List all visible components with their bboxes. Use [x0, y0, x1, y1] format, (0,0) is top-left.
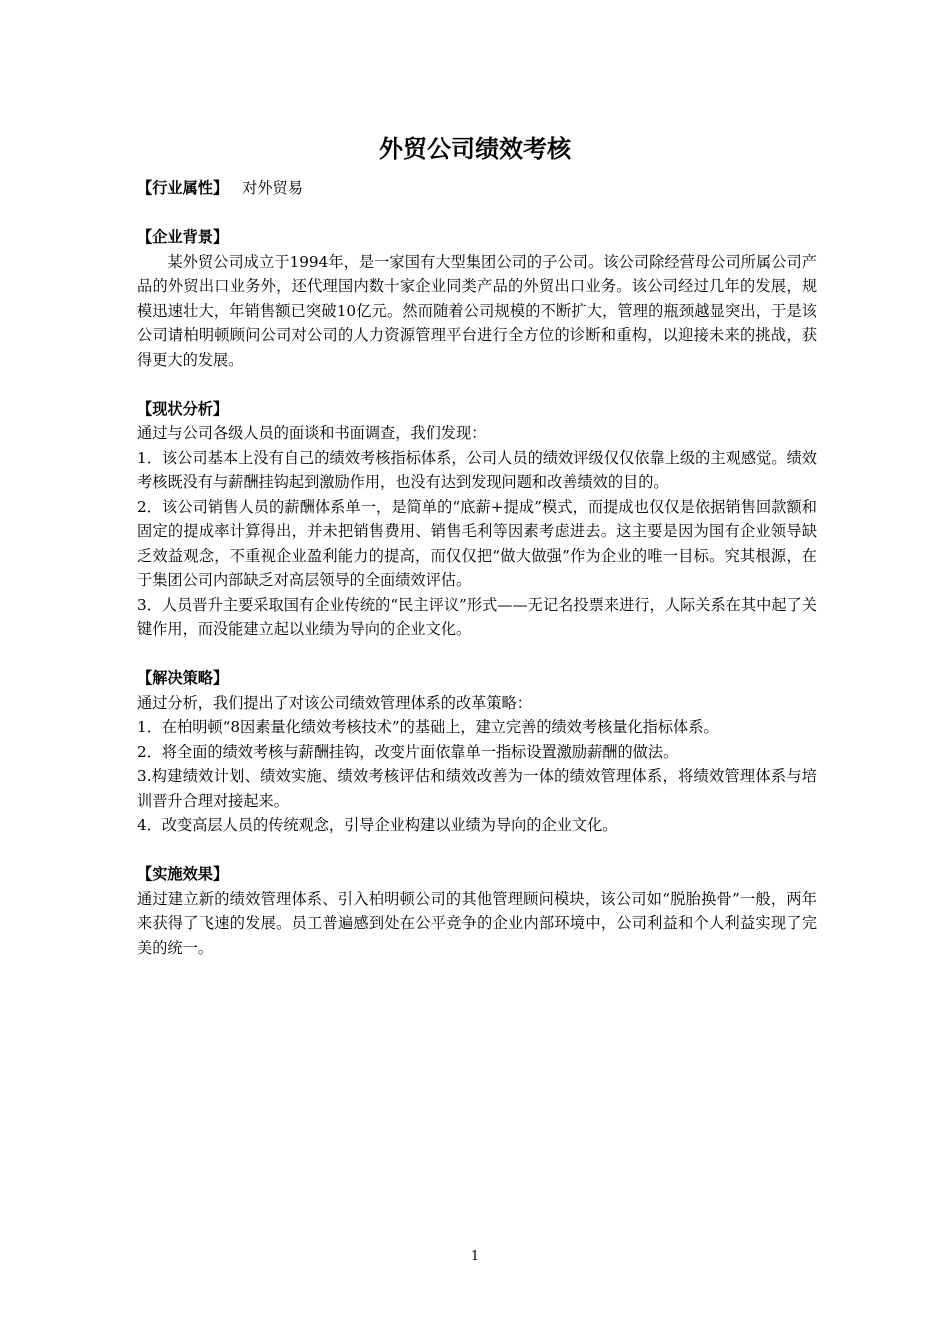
- section-heading: 【现状分析】: [137, 399, 229, 418]
- list-item: 2．该公司销售人员的薪酬体系单一，是简单的“底薪+提成”模式，而提成也仅仅是依据销售回款额和固定的提成率计算得出，并未把销售费用、销售毛利等因素考虑进去。这主要是因为国有企业领导缺乏效益观念，不重视企业盈利能力的提高，而仅仅把“做大做强”作为企业的唯一目标。究其根源，在于集团公司内部缺乏对高层领导的全面绩效评估。: [137, 497, 817, 589]
- paragraph: 通过建立新的绩效管理体系、引入柏明顿公司的其他管理顾问模块，该公司如“脱胎换骨”一般，两年来获得了飞速的发展。员工普遍感到处在公平竞争的企业内部环境中，公司利益和个人利益实现了完美的统一。: [137, 889, 817, 957]
- paragraph: 通过分析，我们提出了对该公司绩效管理体系的改革策略：: [137, 693, 532, 712]
- industry-attribute: [137, 176, 817, 201]
- list-item: 1．该公司基本上没有自己的绩效考核指标体系，公司人员的绩效评级仅仅依靠上级的主观感觉。绩效考核既没有与薪酬挂钩起到激励作用，也没有达到发现问题和改善绩效的目的。: [137, 448, 817, 491]
- document-body: [137, 176, 817, 960]
- section-heading: 【实施效果】: [137, 865, 229, 883]
- list-item: 3.构建绩效计划、绩效实施、绩效考核评估和绩效改善为一体的绩效管理体系，将绩效管理体系与培训晋升合理对接起来。: [137, 767, 817, 810]
- paragraph: 某外贸公司成立于1994年，是一家国有大型集团公司的子公司。该公司除经营母公司所属公司产品的外贸出口业务外，还代理国内数十家企业同类产品的外贸出口业务。该公司经过几年的发展，规模迅速壮大，年销售额已突破10亿元。然而随着公司规模的不断扩大，管理的瓶颈越显突出，于是该公司请柏明顿顾问公司对公司的人力资源管理平台进行全方位的诊断和重构，以迎接未来的挑战，获得更大的发展。: [137, 252, 817, 369]
- section-analysis: [137, 397, 817, 642]
- list-item: 1．在柏明顿“8因素量化绩效考核技术”的基础上，建立完善的绩效考核量化指标体系。: [137, 718, 719, 736]
- list-item: 4．改变高层人员的传统观念，引导企业构建以业绩为导向的企业文化。: [137, 816, 618, 834]
- list-item: 3．人员晋升主要采取国有企业传统的“民主评议”形式——无记名投票来进行，人际关系在其中起了关键作用，而没能建立起以业绩为导向的企业文化。: [137, 595, 817, 638]
- section-background: [137, 225, 817, 372]
- section-heading: 【企业背景】: [137, 228, 229, 246]
- paragraph: 通过与公司各级人员的面谈和书面调查，我们发现：: [137, 424, 487, 442]
- section-results: [137, 862, 817, 960]
- section-strategy: [137, 666, 817, 838]
- list-item: 2．将全面的绩效考核与薪酬挂钩，改变片面依靠单一指标设置激励薪酬的做法。: [137, 742, 679, 761]
- section-heading: 【解决策略】: [137, 669, 229, 687]
- industry-label: 【行业属性】: [137, 179, 229, 197]
- document-title: 外贸公司绩效考核: [379, 135, 571, 163]
- industry-value: 对外贸易: [242, 179, 303, 197]
- page-number: 1: [470, 1249, 480, 1264]
